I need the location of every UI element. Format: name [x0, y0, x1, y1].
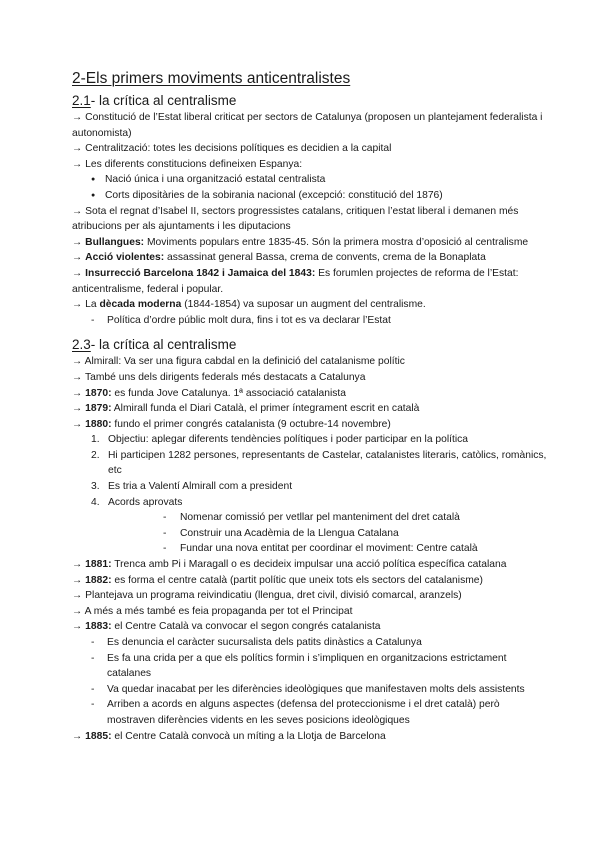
bold-term: 1885:	[85, 730, 112, 742]
list-item: ● Nació única i una organització estatal centralista	[72, 172, 548, 188]
bold-term: 1882:	[85, 574, 112, 586]
paragraph-text: fundo el primer congrés catalanista (9 octubre-14 novembre)	[111, 418, 391, 430]
paragraph: → També uns dels dirigents federals més destacats a Catalunya	[72, 371, 366, 383]
paragraph: → A més a més també es feia propaganda per tot el Principat	[72, 605, 353, 617]
list-item-text: Es tria a Valentí Almirall com a president	[108, 481, 293, 493]
section-heading-2-3	[72, 335, 548, 354]
paragraph: → Constitució de l’Estat liberal criticat per sectors de Catalunya (proposen un plantejament federalista i autonomista)	[72, 112, 543, 139]
list-item: - Arriben a acords en alguns aspectes (defensa del proteccionisme i el dret català) però mostraven diferències vidents en les seves posicions ideològiques	[72, 697, 548, 728]
bold-term: Insurrecció Barcelona 1842 i Jamaica del 1843:	[85, 267, 316, 279]
bold-term: 1881:	[85, 559, 112, 571]
list-item: - Construir una Acadèmia de la Llengua Catalana	[72, 526, 548, 542]
list-item-text: Objectiu: aplegar diferents tendències polítiques i poder participar en la política	[108, 434, 469, 446]
arrow: →	[72, 418, 86, 430]
paragraph	[72, 401, 548, 417]
bullet-list	[72, 172, 548, 203]
arrow: →	[72, 730, 86, 742]
paragraph-text: es forma el centre català (partit polític que uneix tots els sectors del catalanisme)	[111, 574, 483, 586]
list-number: 1.	[91, 434, 100, 446]
paragraph-text: assassinat general Bassa, crema de convents, crema de la Bonaplata	[164, 252, 486, 264]
dash-list	[72, 313, 548, 329]
bold-term: Acció violentes:	[85, 252, 165, 264]
paragraph	[72, 386, 548, 402]
arrow: →	[72, 559, 86, 571]
section-number: 2.3	[72, 337, 91, 353]
bold-term: 1880:	[85, 418, 112, 430]
list-item: ● Corts dipositàries de la sobirania nacional (excepció: constitució del 1876)	[72, 188, 548, 204]
paragraph-text: Moviments populars entre 1835-45. Són la primera mostra d’oposició al centralisme	[144, 236, 529, 248]
paragraph	[72, 250, 548, 266]
list-number: 4.	[91, 496, 100, 508]
arrow: → La	[72, 299, 100, 311]
list-item: - Va quedar inacabat per les diferències ideològiques que manifestaven molts dels assistents	[72, 682, 548, 698]
bold-term: 1883:	[85, 621, 112, 633]
list-item	[72, 495, 548, 511]
arrow: →	[72, 403, 86, 415]
list-item	[72, 479, 548, 495]
bold-term: Bullangues:	[85, 236, 145, 248]
paragraph: → Sota el regnat d’Isabel II, sectors progressistes catalans, critiquen l’estat liberal i demanen més atribucions per als ajuntaments i les diputacions	[72, 205, 519, 233]
arrow: →	[72, 252, 86, 264]
paragraph	[72, 557, 548, 573]
paragraph: → Plantejava un programa reivindicatiu (llengua, dret civil, divisió comarcal, aranzels)	[72, 590, 462, 602]
arrow: →	[72, 621, 86, 633]
list-item	[72, 432, 548, 448]
paragraph	[72, 266, 548, 297]
section-title: - la crítica al centralisme	[90, 93, 237, 108]
paragraph-text: (1844-1854) va suposar un augment del centralisme.	[181, 299, 426, 311]
list-item: - Política d’ordre públic molt dura, fins i tot es va declarar l’Estat	[72, 313, 548, 329]
list-item: - Es fa una crida per a que els polítics formin i s’impliquen en organitzacions estrictament catalanes	[72, 651, 548, 682]
arrow: →	[72, 236, 86, 248]
list-item: - Nomenar comissió per vetllar pel manteniment del dret català	[72, 510, 548, 526]
bold-term: 1879:	[85, 403, 112, 415]
list-item-text: Hi participen 1282 persones, representants de Castelar, catalanistes literaris, catòlics, romànics, etc	[108, 449, 547, 477]
list-item	[72, 448, 548, 479]
paragraph	[72, 729, 548, 745]
paragraph-text: Es forumlen projectes de reforma de l’Estat: anticentralisme, federal i popular.	[72, 267, 519, 295]
page-title: 2-Els primers moviments anticentralistes	[72, 70, 351, 87]
sub-dash-list	[72, 510, 548, 557]
section-title: - la crítica al centralisme	[90, 337, 237, 353]
list-number: 2.	[91, 449, 100, 461]
numbered-list	[72, 432, 548, 510]
section-heading-2-1	[72, 91, 548, 110]
section-number: 2.1	[72, 93, 91, 108]
dash-list	[72, 635, 548, 729]
paragraph-text: Almirall funda el Diari Català, el primer íntegrament escrit en català	[111, 403, 420, 415]
list-item: - Fundar una nova entitat per coordinar el moviment: Centre català	[72, 541, 548, 557]
bold-term: dècada moderna	[99, 299, 182, 311]
paragraph-text: Trenca amb Pi i Maragall o es decideix impulsar una acció política específica catalana	[111, 559, 507, 571]
paragraph	[72, 417, 548, 433]
paragraph: → Almirall: Va ser una figura cabdal en la definició del catalanisme polític	[72, 356, 405, 368]
arrow: →	[72, 267, 86, 279]
arrow: →	[72, 387, 86, 399]
paragraph	[72, 235, 548, 251]
arrow: →	[72, 574, 86, 586]
paragraph	[72, 619, 548, 635]
list-item-text: Acords aprovats	[108, 496, 183, 508]
paragraph-text: es funda Jove Catalunya. 1ª associació catalanista	[111, 387, 347, 399]
document-body	[72, 68, 548, 744]
paragraph-text: el Centre Català va convocar el segon congrés catalanista	[111, 621, 381, 633]
paragraph: → Centralització: totes les decisions polítiques es decidien a la capital	[72, 143, 392, 155]
paragraph	[72, 297, 548, 313]
paragraph	[72, 573, 548, 589]
bold-term: 1870:	[85, 387, 112, 399]
paragraph: → Les diferents constitucions defineixen Espanya:	[72, 158, 303, 170]
paragraph-text: el Centre Català convocà un míting a la Llotja de Barcelona	[111, 730, 386, 742]
list-number: 3.	[91, 481, 100, 493]
list-item: - Es denuncia el caràcter sucursalista dels patits dinàstics a Catalunya	[72, 635, 548, 651]
